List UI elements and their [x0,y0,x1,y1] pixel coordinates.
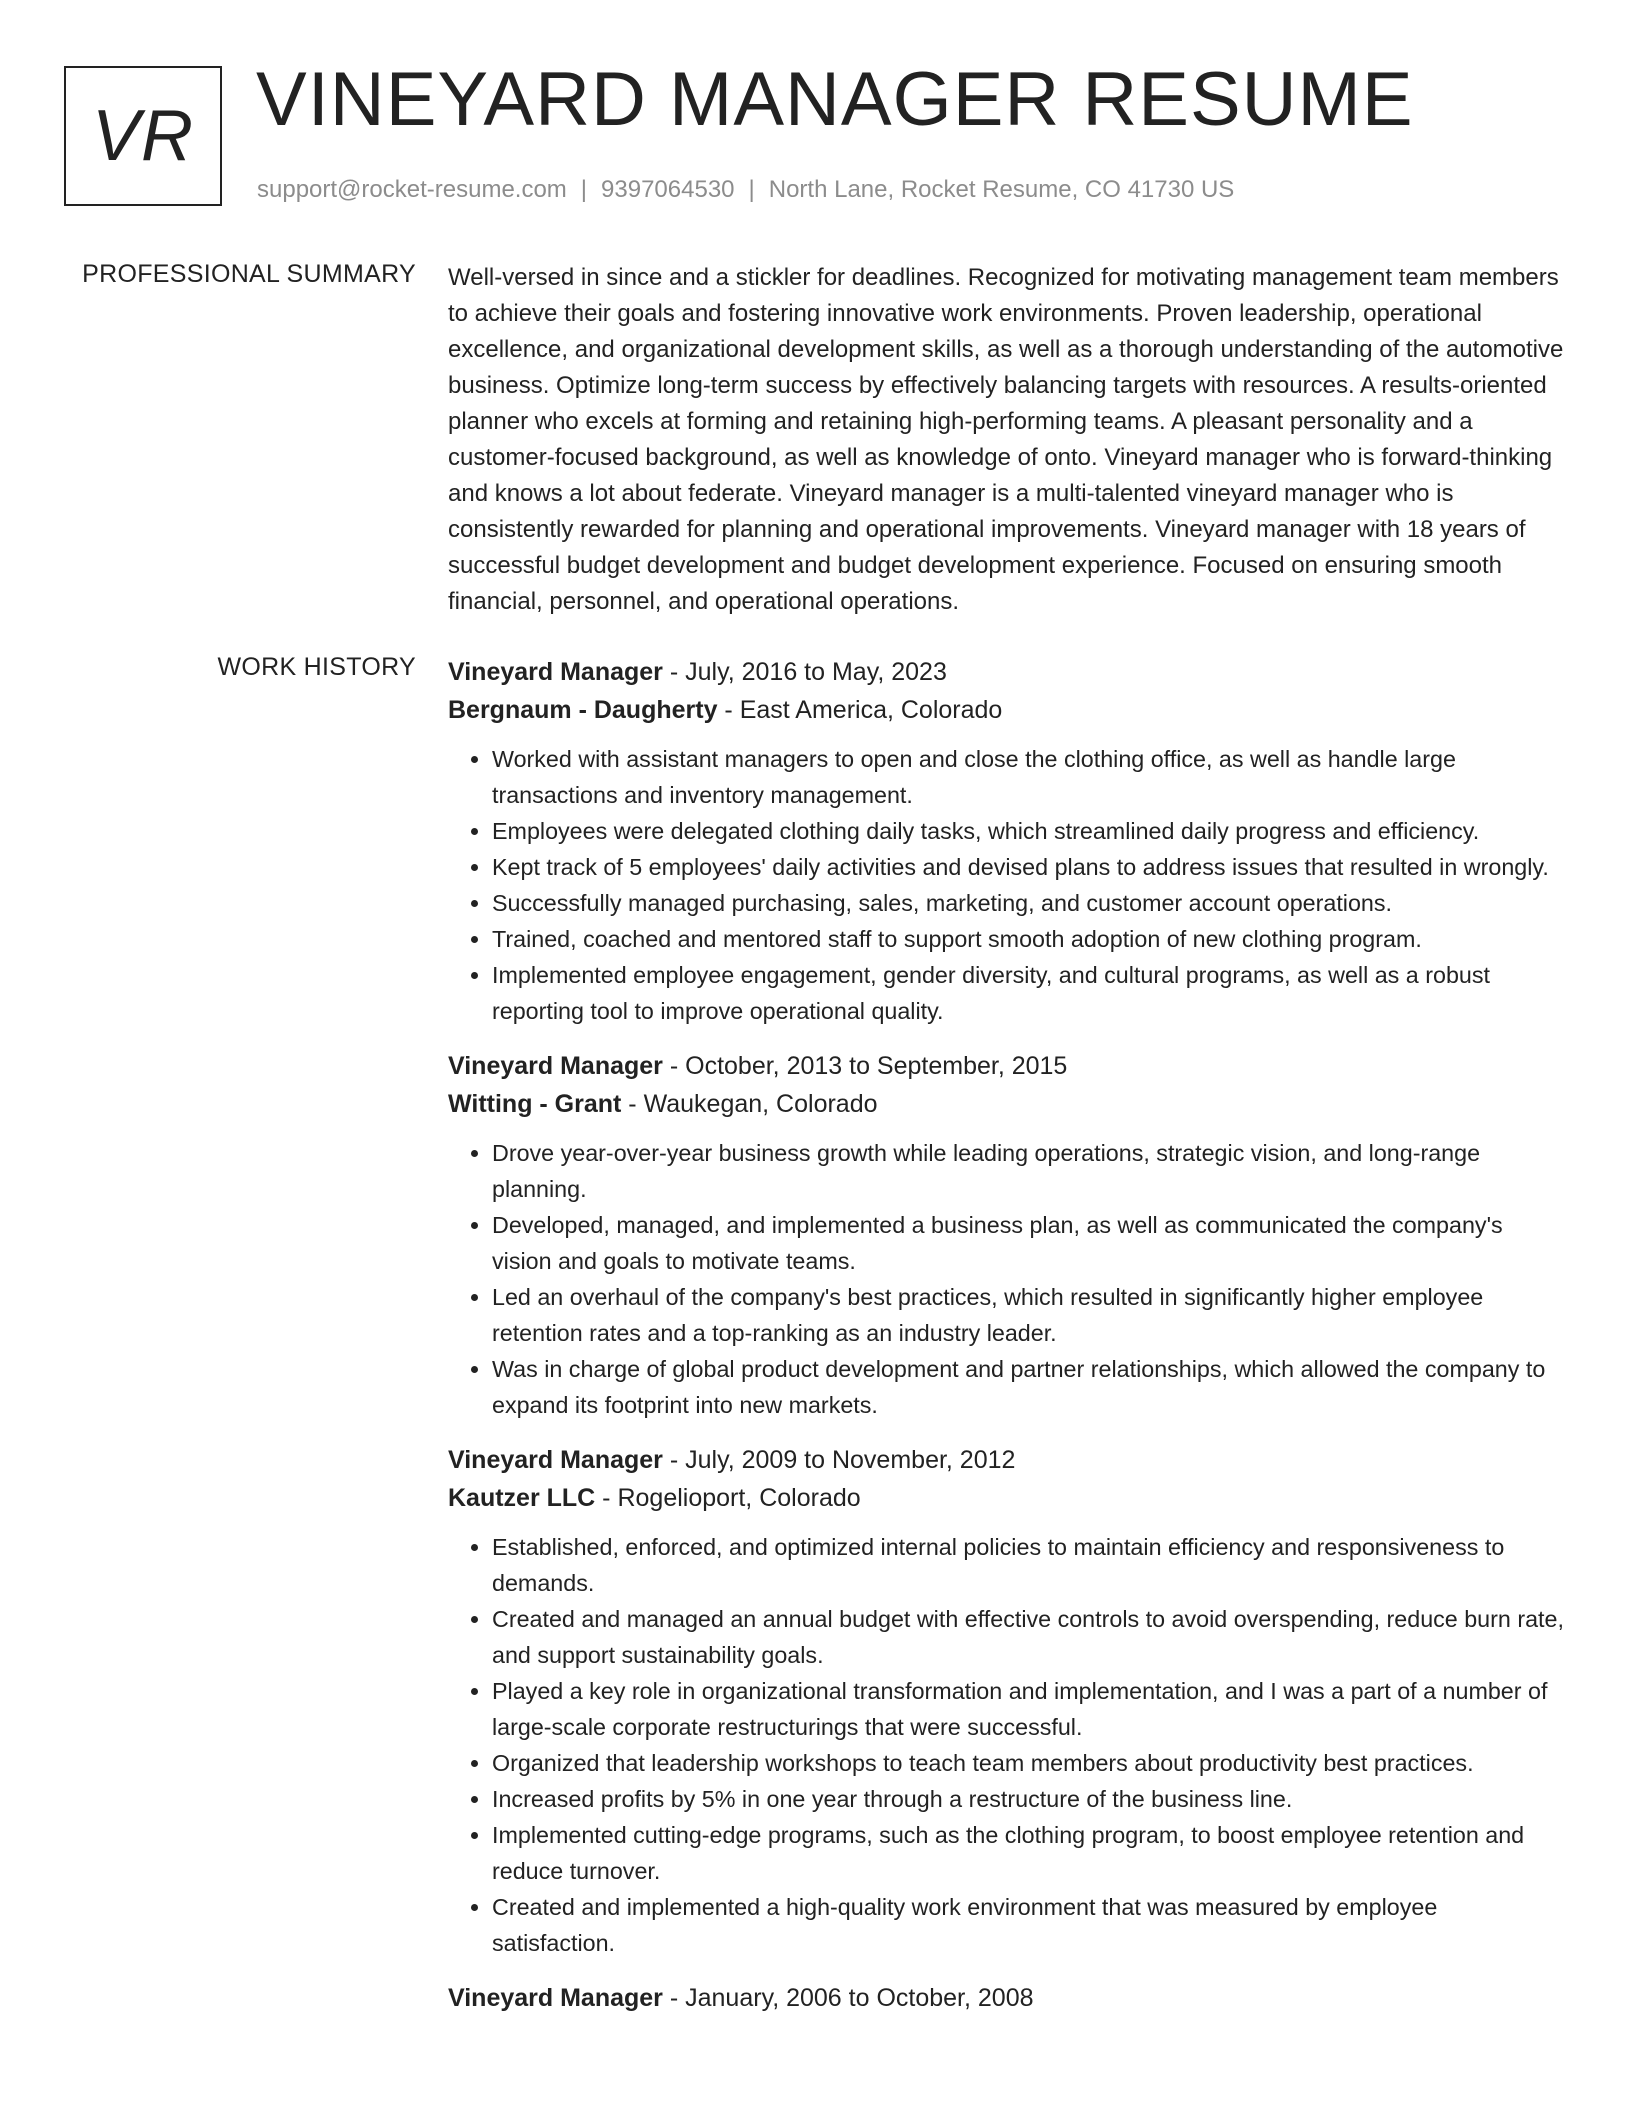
job-title-line [448,653,1564,691]
job-title: Vineyard Manager [448,1446,663,1474]
job-entry [448,1047,1564,1423]
job-bullet: • Trained, coached and mentored staff to support smooth adoption of new clothing program. [492,921,1564,957]
job-location: - Waukegan, Colorado [621,1090,878,1118]
job-dates: - January, 2006 to October, 2008 [662,1984,1034,2012]
job-company-line [448,691,1564,729]
job-dates: - July, 2016 to May, 2023 [662,658,947,686]
job-bullet: • Developed, managed, and implemented a business plan, as well as communicated the company's vision and goals to motivate teams. [492,1207,1564,1279]
job-company: Witting - Grant [448,1090,622,1118]
contact-phone: 9397064530 [601,176,735,203]
summary-label: PROFESSIONAL SUMMARY [82,260,416,288]
job-company: Bergnaum - Daugherty [448,696,718,724]
job-bullet: • Drove year-over-year business growth while leading operations, strategic vision, and long-range planning. [492,1135,1564,1207]
job-bullet-list [448,1529,1564,1961]
job-title-line [448,1441,1564,1479]
work-history-body [448,653,1564,2035]
job-title-line [448,1047,1564,1085]
work-history-label: WORK HISTORY [217,653,416,681]
job-bullet: • Was in charge of global product development and partner relationships, which allowed the company to expand its footprint into new markets. [492,1351,1564,1423]
job-company: Kautzer LLC [448,1484,596,1512]
job-location: - Rogelioport, Colorado [595,1484,861,1512]
monogram-logo [64,66,222,206]
job-title: Vineyard Manager [448,1984,663,2012]
job-bullet: • Successfully managed purchasing, sales, marketing, and customer account operations. [492,885,1564,921]
job-bullet: • Created and implemented a high-quality work environment that was measured by employee satisfaction. [492,1889,1564,1961]
job-company-line [448,1479,1564,1517]
job-entry [448,1979,1564,2017]
summary-text: Well-versed in since and a stickler for deadlines. Recognized for motivating management team members to achieve their goals and fostering innovative work environments. Proven leadership, operational excellence, and organizational development skills, as well as a thorough understanding of the automotive business. Optimize long-term success by effectively balancing targets with resources. A results-oriented planner who excels at forming and retaining high-performing teams. A pleasant personality and a customer-focused background, as well as knowledge of onto. Vineyard manager who is forward-thinking and knows a lot about federate. Vineyard manager is a multi-talented vineyard manager who is consistently rewarded for planning and operational improvements. Vineyard manager with 18 years of successful budget development and budget development experience. Focused on ensuring smooth financial, personnel, and operational operations. [448,264,1564,615]
job-company-line [448,1085,1564,1123]
job-bullet: • Employees were delegated clothing daily tasks, which streamlined daily progress and efficiency. [492,813,1564,849]
job-entry [448,653,1564,1029]
job-bullet: • Played a key role in organizational transformation and implementation, and I was a part of a number of large-scale corporate restructurings that were successful. [492,1673,1564,1745]
contact-address: North Lane, Rocket Resume, CO 41730 US [768,176,1235,203]
job-bullet: • Increased profits by 5% in one year through a restructure of the business line. [492,1781,1564,1817]
contact-separator: | [748,176,755,203]
job-title-line [448,1979,1564,2017]
contact-email: support@rocket-resume.com [257,176,567,203]
page-title: VINEYARD MANAGER RESUME [256,57,1414,142]
job-bullet-list [448,1135,1564,1423]
job-bullet: • Led an overhaul of the company's best practices, which resulted in significantly higher employee retention rates and a top-ranking as an industry leader. [492,1279,1564,1351]
job-bullet: • Worked with assistant managers to open and close the clothing office, as well as handle large transactions and inventory management. [492,741,1564,813]
job-entry [448,1441,1564,1961]
job-bullet: • Established, enforced, and optimized internal policies to maintain efficiency and responsiveness to demands. [492,1529,1564,1601]
job-dates: - October, 2013 to September, 2015 [662,1052,1068,1080]
job-bullet: • Kept track of 5 employees' daily activities and devised plans to address issues that resulted in wrongly. [492,849,1564,885]
job-bullet-list [448,741,1564,1029]
job-dates: - July, 2009 to November, 2012 [662,1446,1016,1474]
summary-body [448,260,1564,620]
job-location: - East America, Colorado [717,696,1003,724]
job-bullet: • Created and managed an annual budget with effective controls to avoid overspending, reduce burn rate, and support sustainability goals. [492,1601,1564,1673]
contact-line [257,176,1234,204]
job-bullet: • Implemented employee engagement, gender diversity, and cultural programs, as well as a robust reporting tool to improve operational quality. [492,957,1564,1029]
job-bullet: • Implemented cutting-edge programs, such as the clothing program, to boost employee retention and reduce turnover. [492,1817,1564,1889]
job-bullet: • Organized that leadership workshops to teach team members about productivity best practices. [492,1745,1564,1781]
job-title: Vineyard Manager [448,658,663,686]
job-title: Vineyard Manager [448,1052,663,1080]
contact-separator: | [580,176,588,203]
monogram-initials: VR [91,96,195,176]
